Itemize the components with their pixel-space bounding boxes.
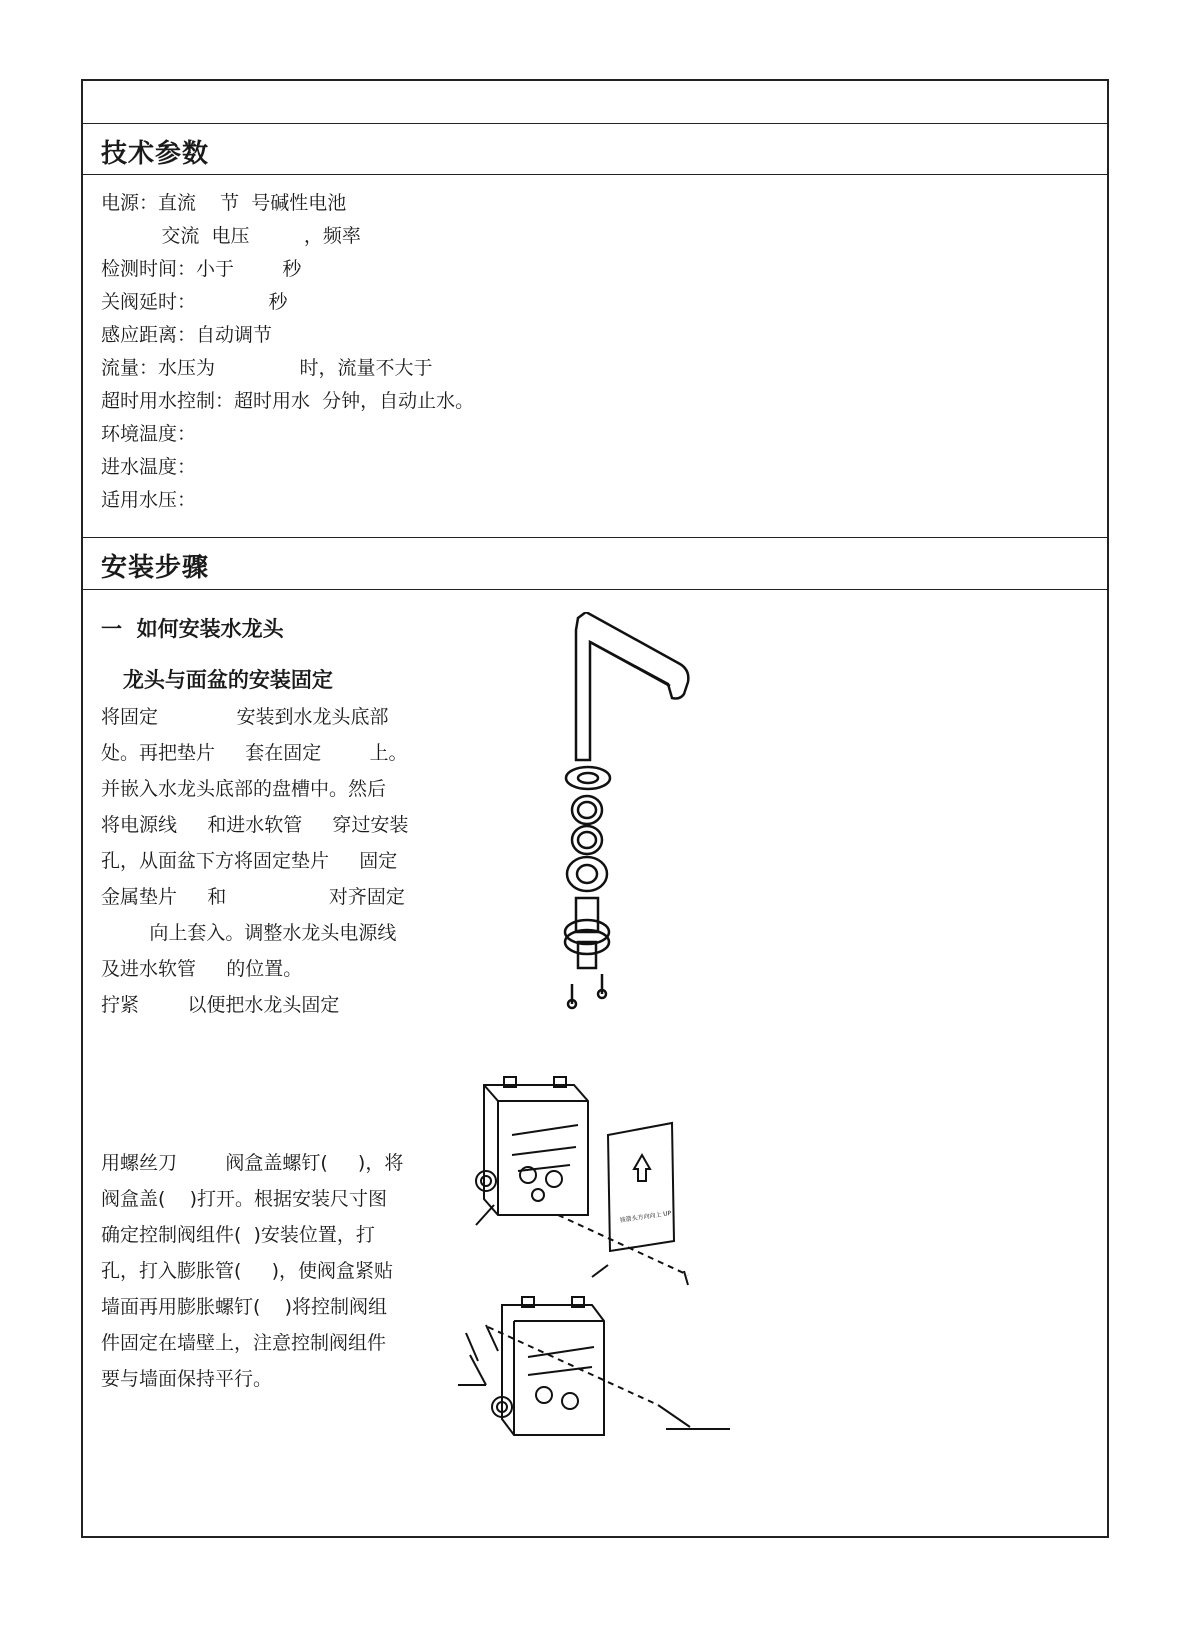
spec-line: 关阀延时： 秒 [101, 291, 288, 313]
step1-subtitle: 龙头与面盆的安装固定 [101, 668, 333, 692]
step1-title: 一 如何安装水龙头 [101, 617, 284, 641]
faucet-exploded-illustration [550, 612, 690, 1012]
step1-line: 金属垫片 和 对齐固定 [101, 886, 405, 908]
valve-box-illustration [458, 1075, 738, 1493]
spec-line: 超时用水控制：超时用水 分钟，自动止水。 [101, 390, 475, 412]
spec-line: 电源：直流 节 号碱性电池 [101, 192, 347, 214]
step1-line: 及进水软管 的位置。 [101, 958, 303, 980]
step1-line: 拧紧 以便把水龙头固定 [101, 994, 340, 1016]
spec-line: 流量：水压为 时，流量不大于 [101, 357, 433, 379]
spec-line: 适用水压： [101, 489, 197, 511]
step2-line: 要与墙面保持平行。 [101, 1368, 273, 1390]
step2-line: 阀盒盖( )打开。根据安装尺寸图 [101, 1188, 387, 1210]
step1-line: 向上套入。调整水龙头电源线 [101, 922, 397, 944]
section-title-install: 安装步骤 [101, 553, 210, 583]
valve-box-cover-label: 按箭头方向向上 UP [619, 1209, 672, 1225]
step2-line: 墙面再用膨胀螺钉( )将控制阀组 [101, 1296, 387, 1318]
step2-line: 用螺丝刀 阀盒盖螺钉( )，将 [101, 1152, 404, 1174]
step2-line: 确定控制阀组件( )安装位置，打 [101, 1224, 375, 1246]
spec-line: 感应距离：自动调节 [101, 324, 273, 346]
step2-line: 件固定在墙壁上，注意控制阀组件 [101, 1332, 387, 1354]
step1-line: 处。再把垫片 套在固定 上。 [101, 742, 408, 764]
step1-line: 将固定 安装到水龙头底部 [101, 706, 389, 728]
spec-line: 环境温度： [101, 423, 197, 445]
divider [83, 589, 1107, 590]
step2-line: 孔，打入膨胀管( )，使阀盒紧贴 [101, 1260, 394, 1282]
spec-line: 检测时间：小于 秒 [101, 258, 302, 280]
divider [83, 123, 1107, 124]
step1-line: 并嵌入水龙头底部的盘槽中。然后 [101, 778, 387, 800]
spec-line: 交流 电压 ，频率 [101, 225, 361, 247]
section-title-tech-params: 技术参数 [101, 139, 210, 169]
divider [83, 537, 1107, 538]
step1-line: 孔，从面盆下方将固定垫片 固定 [101, 850, 398, 872]
divider [83, 174, 1107, 175]
step1-line: 将电源线 和进水软管 穿过安装 [101, 814, 409, 836]
spec-line: 进水温度： [101, 456, 197, 478]
